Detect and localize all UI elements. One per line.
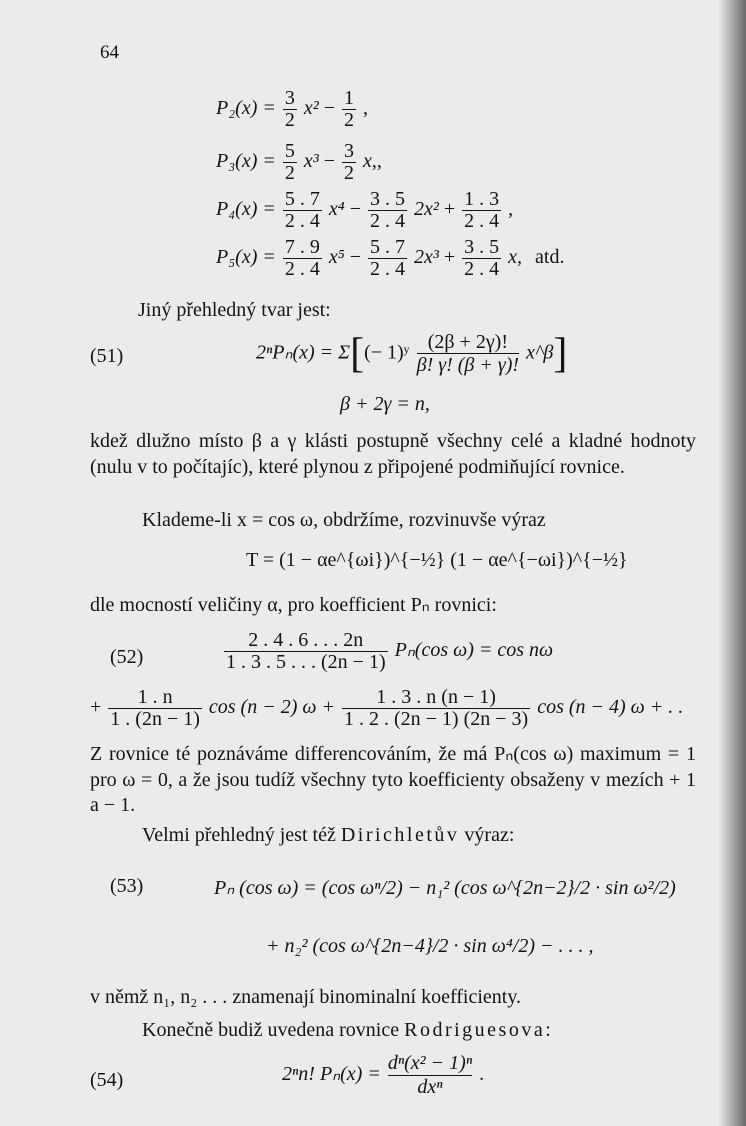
equation-54: 2ⁿn! Pₙ(x) = $\frac{\text{dⁿ(x² − 1)ⁿ}}{\text{dxⁿ}}$ .: [282, 1052, 485, 1098]
dirichlet-name: Dirichletův: [340, 824, 460, 846]
eq52-frac: $\frac{2 . 4 . 6 . . . 2n}{1 . 3 . 5 . . . (2n - 1)}$: [226, 629, 386, 673]
eq54-label: (54): [90, 1069, 124, 1091]
p3-frac1: $\frac{5}{2}$: [284, 140, 295, 184]
p4-frac3: $\frac{1 . 3}{2 . 4}$: [464, 188, 500, 232]
eq54-frac: $\frac{\text{dⁿ(x² − 1)ⁿ}}{\text{dxⁿ}}$: [387, 1052, 473, 1098]
page-number: 64: [100, 42, 119, 63]
equation-p5: P₅(x) = $\frac{7 . 9}{2 . 4}$ x⁵ − $\frac{5 . 7}{2 . 4}$ 2x³ + $\frac{3 . 5}{2 . 4}$ x, atd.: [216, 236, 565, 280]
equation-T: T = (1 − αe^{ωi})^{−½} (1 − αe^{−ωi})^{−½}: [246, 549, 628, 571]
p3-frac2: $\frac{3}{2}$: [344, 140, 355, 184]
equation-p3: P₃(x) = $\frac{5}{2}$ x³ − $\frac{3}{2}$ x,,: [216, 140, 382, 184]
rodrigues-name: Rodriguesova: [404, 1019, 546, 1041]
eq53-label: (53): [110, 875, 144, 897]
p4-frac1: $\frac{5 . 7}{2 . 4}$: [284, 188, 320, 232]
equation-p2: P₂(x) = $\frac{3}{2}$ x² − $\frac{1}{2}$ ,: [216, 87, 369, 131]
para-konecne: Konečně budiž uvedena rovnice Rodriguesova:: [142, 1019, 551, 1041]
eq52-frac2: $\frac{1 . n}{1 . (2n - 1)}$: [110, 686, 200, 730]
page-edge-shadow: [718, 0, 746, 1126]
para-z-rovnice: Z rovnice té poznáváme differencováním, že má Pₙ(cos ω) maximum = 1 pro ω = 0, a že jsou tudíž všechny tyto koefficienty obsaženy v mezích + 1 a − 1.: [90, 743, 696, 816]
eq51-frac: $\frac{(2\beta + 2\gamma)!}{\beta! \gamma! (\beta + \gamma)!}$: [416, 330, 520, 376]
p5-frac2: $\frac{5 . 7}{2 . 4}$: [370, 236, 405, 280]
p5-frac3: $\frac{3 . 5}{2 . 4}$: [464, 236, 500, 280]
para-kdez: kdež dlužno místo β a γ klásti postupně všechny celé a kladné hodnoty (nulu v to počítajíc), které plynou z připojené podmiňující rovnice.: [90, 430, 696, 478]
equation-52-line2: + $\frac{1 . n}{1 . (2n - 1)}$ cos (n − 2) ω + $\frac{1 . 3 . n (n - 1)}{1 . 2 . (2n - 1) (2n - 3)}$ cos (n − 4) ω + . .: [90, 686, 684, 730]
para-jiny: Jiný přehledný tvar jest:: [138, 299, 331, 321]
para-klademe: Klademe-li x = cos ω, obdržíme, rozvinuvše výraz: [142, 509, 546, 531]
para-velmi: Velmi přehledný jest též Dirichletův výraz:: [142, 824, 515, 846]
equation-52: $\frac{2 . 4 . 6 . . . 2n}{1 . 3 . 5 . . . (2n - 1)}$ Pₙ(cos ω) = cos nω: [226, 629, 554, 673]
para-v-nemz: v němž n₁, n₂ . . . znamenají binominalní koefficienty.: [90, 986, 522, 1008]
equation-53-line1: Pₙ (cos ω) = (cos ωⁿ/2) − n₁² (cos ω^{2n−2}/2 · sin ω²/2): [214, 877, 676, 899]
eq51-condition: β + 2γ = n,: [340, 393, 430, 415]
equation-p4: P₄(x) = $\frac{5 . 7}{2 . 4}$ x⁴ − $\frac{3 . 5}{2 . 4}$ 2x² + $\frac{1 . 3}{2 . 4}$ ,: [216, 188, 514, 232]
right-bracket: ]: [553, 331, 568, 377]
eq52-label: (52): [110, 646, 144, 668]
equation-53-line2: + n₂² (cos ω^{2n−4}/2 · sin ω⁴/2) − . . . ,: [266, 935, 594, 957]
p4-frac2: $\frac{3 . 5}{2 . 4}$: [370, 188, 405, 232]
p2-frac2: $\frac{1}{2}$: [344, 87, 355, 131]
equation-51: 2ⁿPₙ(x) = Σ[(− 1)ʸ $\frac{(2\beta + 2\gamma)!}{\beta! \gamma! (\beta + \gamma)!}$ x^β]: [256, 330, 568, 377]
p2-lhs: P₂(x) =: [216, 97, 276, 120]
left-bracket: [: [350, 331, 365, 377]
eq52-frac3: $\frac{1 . 3 . n (n - 1)}{1 . 2 . (2n - 1) (2n - 3)}$: [343, 686, 529, 730]
p2-frac1: $\frac{3}{2}$: [284, 87, 295, 131]
eq51-label: (51): [90, 345, 124, 367]
p5-frac1: $\frac{7 . 9}{2 . 4}$: [284, 236, 320, 280]
para-dle: dle mocností veličiny α, pro koefficient Pₙ rovnici:: [90, 594, 497, 616]
